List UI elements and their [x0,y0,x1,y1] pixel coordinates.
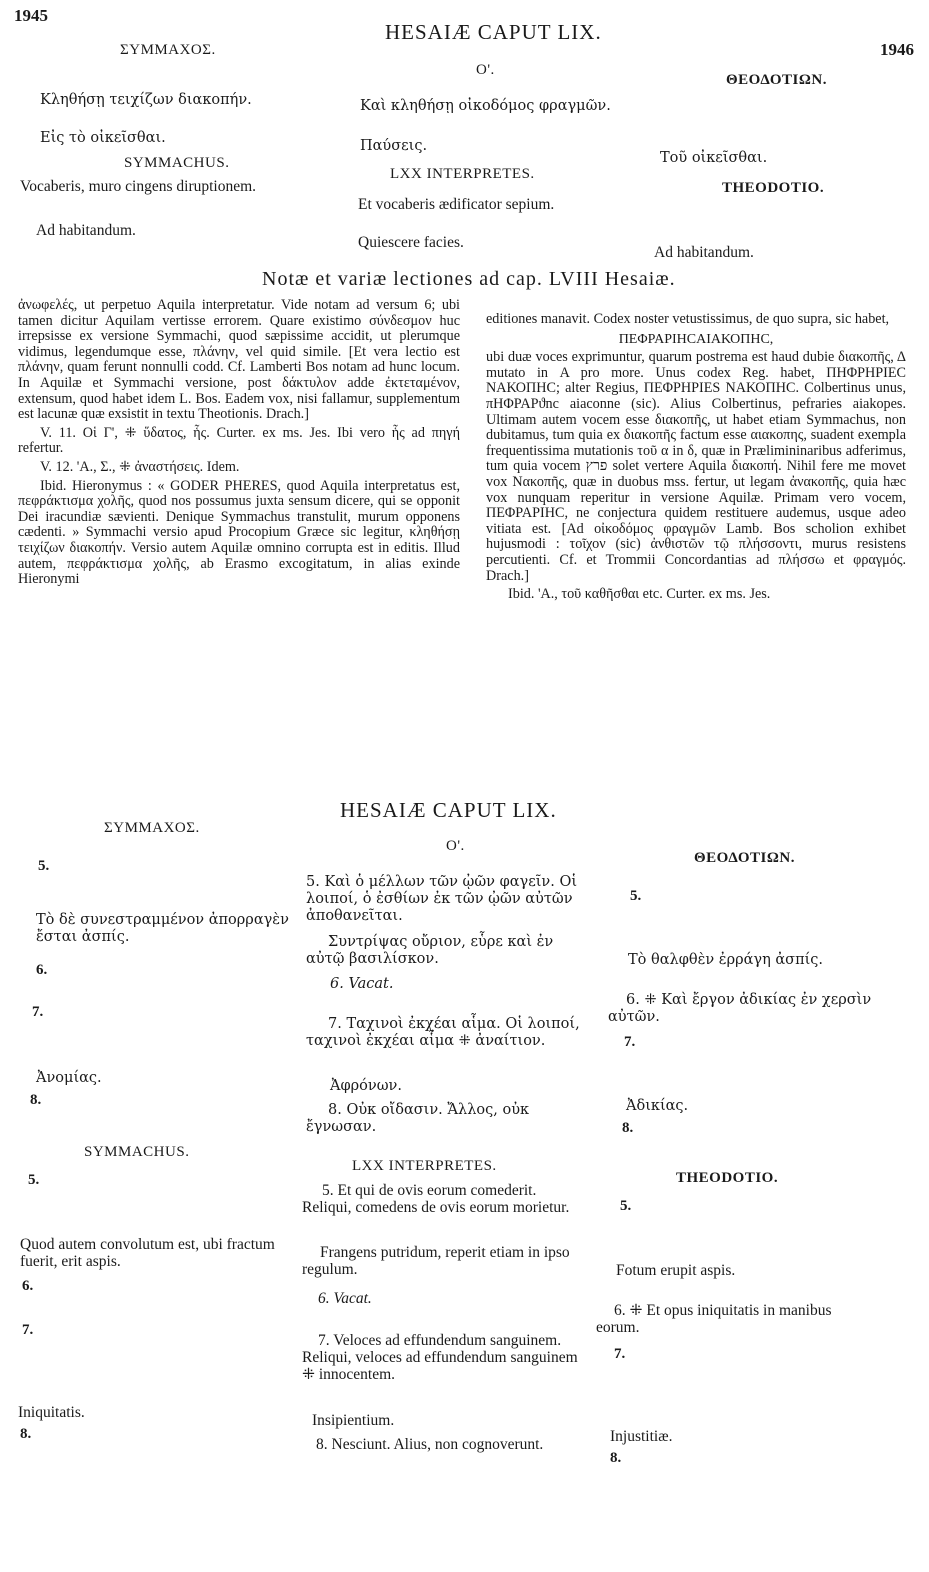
theod-gr-verse-8: 8. [622,1120,634,1136]
theodotion-greek-heading: ΘΕΟΔΟΤΙΩΝ. [726,72,827,88]
lxx-gr-verse-5: 5. Καὶ ὁ μέλλων τῶν ᾠῶν φαγεῖν. Οἱ λοιποί, ὁ ἐσθίων ἐκ τῶν ᾠῶν αὐτῶν ἀποθανεῖται. [306,874,578,924]
sym-gr-verse-8: 8. [30,1092,42,1108]
theod-gr-text-5: Τὸ θαλφθὲν ἐρράγη ἀσπίς. [628,952,824,968]
symmachus-latin-heading: SYMMACHUS. [124,155,230,171]
note-paragraph-1: ἀνωφελές, ut perpetuo Aquila interpretatur. Vide notam ad versum 6; ubi tamen dicitur Aquilam vertisse errorem. Quare existimo σύνδεσμον huc irrepsisse ex versione Symmachi, quod sæpissime accidit, ut plerumque vidimus, legendumque esse, πλάνην, vel quid simile. [Et vera lectio est πλάνην, quam ferunt nonnulli codd. Cf. Lamberti Bos notam ad hunc locum. In Aquilæ et Symmachi versione, post δάκτυλον adde ἐκτεταμένον, extensum, quod habet idem L. Bos. Eadem vox, nisi fallamur, supplementum est lacunæ quæ exsistit in textu Theotionis. Drach.] [18,297,460,423]
theod-lat-verse-5: 5. [620,1198,632,1214]
theod-gr-text-7: Ἀδικίας. [626,1098,689,1114]
sym-gr-verse-7: 7. [32,1004,44,1020]
theod-lat-text-6: 6. ⁜ Et opus iniquitatis in manibus eorum. [596,1302,832,1336]
lxx-greek-line-1: Καὶ κληθήσῃ οἰκοδόμος φραγμῶν. [360,98,611,114]
lxx-lat-verse-5: 5. Et qui de ovis eorum comederit. Reliqui, comedens de ovis eorum morietur. [302,1182,570,1216]
sym-gr-verse-6: 6. [36,962,48,978]
lxx-latin-heading-2: LXX INTERPRETES. [352,1158,497,1174]
symmachus-greek-heading-2: ΣΥΜΜΑΧΟΣ. [104,820,200,836]
page-title-bottom: HESAIÆ CAPUT LIX. [340,798,557,822]
theod-gr-verse-7: 7. [624,1034,636,1050]
lxx-lat-verse-8: 8. Nesciunt. Alius, non cognoverunt. [316,1436,544,1453]
sym-gr-verse-5: 5. [38,858,50,874]
notes-right-column [486,312,906,603]
lxx-lat-verse-7b: Insipientium. [312,1412,395,1429]
lxx-greek-line-2: Παύσεις. [360,138,428,154]
lxx-greek-heading-2: O'. [446,838,465,854]
sym-lat-text-7: Iniquitatis. [18,1404,85,1421]
lxx-latin-heading: LXX INTERPRETES. [390,166,535,182]
symmachus-latin-line-2: Ad habitandum. [36,222,136,239]
lxx-lat-verse-6: 6. Vacat. [318,1290,372,1307]
lxx-gr-verse-7b: Ἀφρόνων. [330,1078,402,1094]
sym-lat-verse-8: 8. [20,1426,32,1442]
symmachus-latin-line-1: Vocaberis, muro cingens diruptionem. [20,178,257,195]
symmachus-greek-line-1: Κληθήσῃ τειχίζων διακοπήν. [40,92,252,108]
theod-gr-text-6: 6. ⁜ Καὶ ἔργον ἀδικίας ἐν χερσὶν αὐτῶν. [608,992,872,1025]
sym-lat-verse-7: 7. [22,1322,34,1338]
note-right-greek-uncial: ΠΕΦΡΑΡΙΗCΑΙΑΚΟΠΗC, [618,331,774,347]
page-title-top: HESAIÆ CAPUT LIX. [385,20,602,44]
notes-left-column [18,298,460,588]
sym-lat-text-5: Quod autem convolutum est, ubi fractum fuerit, erit aspis. [20,1236,275,1270]
lxx-gr-verse-7: 7. Ταχινοὶ ἐκχέαι αἷμα. Οἱ λοιποί, ταχινοὶ ἐκχέαι αἷμα ⁜ ἀναίτιον. [306,1016,580,1049]
theodotion-latin-heading-2: THEODOTIO. [676,1170,779,1186]
page-number-left: 1945 [14,6,48,25]
lxx-gr-verse-6: 6. Vacat. [330,976,394,992]
note-right-body: ubi duæ voces exprimuntur, quarum postrema est haud dubie διακοπῆς, Δ mutato in Α pro more. Unus codex Reg. habet, ΠΗΦΡΗΡΙΕC ΝΑΚΟΠΗC; alter Regius, ΠΕΦΡΗΡΙΕS ΝΑΚΟΠΗC. Colbertinus unus, πΗΦΡΑΡϑnc aiaconne (sic). Alius Colbertinus, pefraries aiakopes. Ultimam autem vocem esse διακοπῆς, ut habet etiam Symmachus, non dubitamus, tum quia ex διακοπῆς factum esse αιακοπης, suadent exempla frequentissima mutationis τοῦ α in δ, quæ in Prælimininaribus adferimus, tum quia vocem פרץ solet vertere Aquila διακοπή. Nihil fere me movet vox Νακοπῆς, quæ in duobus mss. fertur, ut legam ἀνακοπῆς, quia hæc vox nunquam reperitur in versione Aquilæ. Primam vero vocem, ΠΕΦΡΑΡΙΗC, ne conjectura quidem restituere audemus, usque adeo vitiata est. [Ad οἰκοδόμος φραγμῶν Lamb. Bos scholion exhibet hujusmodi : τοῖχον (sic) ἀνθιστῶν τῷ πλήσσοντι, murus resistens percutienti. Cf. et Trommii Concordantias ad πλήσσω et φραγμός. Drach.] [486,349,906,584]
sym-gr-text-7: Ἀνομίας. [36,1070,102,1086]
theod-gr-verse-5: 5. [630,888,642,904]
theod-lat-text-5: Fotum erupit aspis. [616,1262,736,1279]
lxx-lat-verse-5b: Frangens putridum, reperit etiam in ipso regulum. [302,1244,570,1278]
page-number-right: 1946 [880,40,914,59]
lxx-gr-verse-8: 8. Οὐκ οἴδασιν. Ἄλλος, οὐκ ἔγνωσαν. [306,1102,530,1135]
note-paragraph-v11: V. 11. Οἱ Γ', ⁜ ὕδατος, ἧς. Curter. ex ms. Jes. Ibi vero ἧς ad πηγή refertur. [18,424,460,457]
symmachus-greek-heading: ΣΥΜΜΑΧΟΣ. [120,42,216,58]
note-right-intro: editiones manavit. Codex noster vetustissimus, de quo supra, sic habet, [486,311,890,327]
lxx-latin-line-2: Quiescere facies. [358,234,464,251]
symmachus-greek-line-2: Εἰς τὸ οἰκεῖσθαι. [40,130,166,146]
theodotion-latin-line-1: Ad habitandum. [654,244,754,261]
theodotion-greek-heading-2: ΘΕΟΔΟΤΙΩΝ. [694,850,795,866]
theod-lat-text-7: Injustitiæ. [610,1428,673,1445]
note-paragraph-v12: V. 12. 'Α., Σ., ⁜ ἀναστήσεις. Idem. [40,458,240,475]
sym-lat-verse-5: 5. [28,1172,40,1188]
lxx-latin-line-1: Et vocaberis ædificator sepium. [358,196,555,213]
note-paragraph-hieronymus: Ibid. Hieronymus : « GODER PHERES, quod Aquila interpretatus est, πεφράκτισμα χολῆς, quod nos possumus juxta sensum dicere, qui se opponit Dei iracundiæ sævienti. Denique Symmachus transtulit, murum opponens cædenti. » Symmachi versio apud Procopium Græce sic legitur, κληθήσῃ τειχίζων διακοπήν. Versio autem Aquilæ omnino corrupta est in editis. Illud autem, πεφράκτισμα χολῆς, ab Erasmo excogitatum, in alias exinde Hieronymi [18,477,460,588]
theod-lat-verse-8: 8. [610,1450,622,1466]
notes-title: Notæ et variæ lectiones ad cap. LVIII Hesaiæ. [262,268,676,290]
note-right-ibid: Ibid. 'Α., τοῦ καθῆσθαι etc. Curter. ex ms. Jes. [508,586,771,603]
lxx-lat-verse-7: 7. Veloces ad effundendum sanguinem. Reliqui, veloces ad effundendum sanguinem ⁜ innocentem. [302,1332,578,1383]
theodotion-latin-heading: THEODOTIO. [722,180,825,196]
theod-lat-verse-7: 7. [614,1346,626,1362]
sym-lat-verse-6: 6. [22,1278,34,1294]
sym-gr-text-5: Τὸ δὲ συνεστραμμένον ἀπορραγὲν ἔσται ἀσπίς. [36,912,289,945]
lxx-gr-verse-5b: Συντρίψας οὔριον, εὗρε καὶ ἐν αὐτῷ βασιλίσκον. [306,934,554,967]
theodotion-greek-line-1: Τοῦ οἰκεῖσθαι. [660,150,768,166]
symmachus-latin-heading-2: SYMMACHUS. [84,1144,190,1160]
lxx-greek-heading: O'. [476,62,495,78]
